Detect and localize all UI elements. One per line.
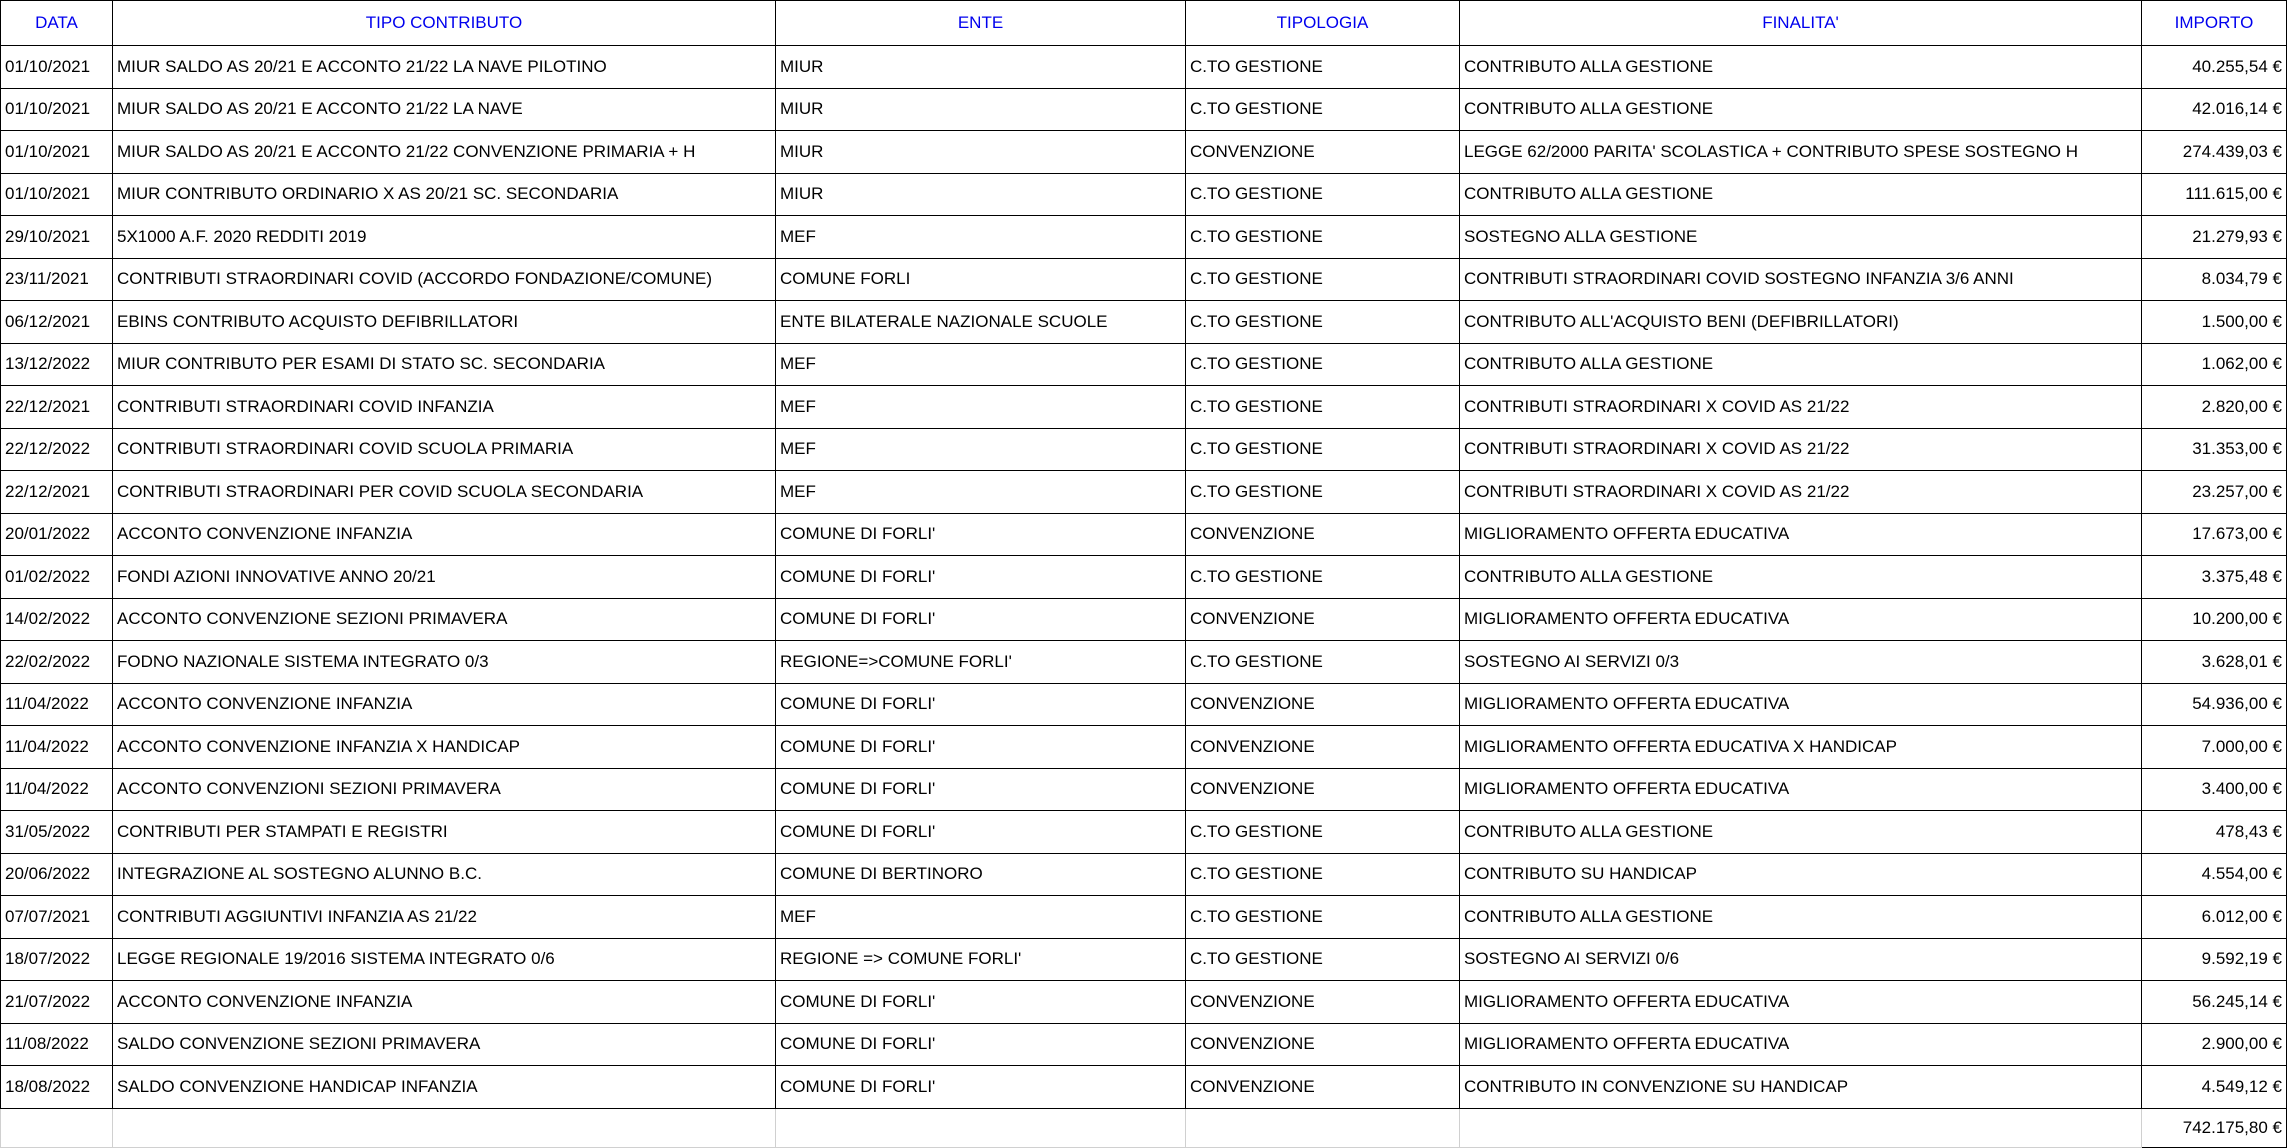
cell-tipologia[interactable]: C.TO GESTIONE bbox=[1186, 343, 1460, 386]
table-row bbox=[1, 88, 2287, 131]
cell-importo[interactable]: 6.012,00 € bbox=[2142, 896, 2287, 939]
table-row bbox=[1, 173, 2287, 216]
table-row bbox=[1, 301, 2287, 344]
cell-importo[interactable]: 8.034,79 € bbox=[2142, 258, 2287, 301]
cell-tipo-contributo[interactable]: INTEGRAZIONE AL SOSTEGNO ALUNNO B.C. bbox=[113, 853, 776, 896]
table-row bbox=[1, 641, 2287, 684]
cell-tipologia[interactable]: CONVENZIONE bbox=[1186, 726, 1460, 769]
cell-tipo-contributo[interactable]: CONTRIBUTI STRAORDINARI COVID INFANZIA bbox=[113, 386, 776, 429]
total-empty-cell[interactable] bbox=[1460, 1108, 2142, 1147]
cell-importo[interactable]: 23.257,00 € bbox=[2142, 471, 2287, 514]
cell-ente[interactable]: COMUNE DI FORLI' bbox=[776, 981, 1186, 1024]
cell-tipo-contributo[interactable]: MIUR SALDO AS 20/21 E ACCONTO 21/22 CONVENZIONE PRIMARIA + H bbox=[113, 131, 776, 174]
cell-tipo-contributo[interactable]: ACCONTO CONVENZIONE INFANZIA bbox=[113, 683, 776, 726]
cell-finalita[interactable]: SOSTEGNO AI SERVIZI 0/6 bbox=[1460, 938, 2142, 981]
cell-data[interactable]: 06/12/2021 bbox=[1, 301, 113, 344]
header-finalita[interactable]: FINALITA' bbox=[1460, 1, 2142, 46]
cell-ente[interactable]: COMUNE DI FORLI' bbox=[776, 811, 1186, 854]
cell-importo[interactable]: 478,43 € bbox=[2142, 811, 2287, 854]
cell-ente[interactable]: MEF bbox=[776, 471, 1186, 514]
cell-data[interactable]: 20/06/2022 bbox=[1, 853, 113, 896]
cell-data[interactable]: 11/08/2022 bbox=[1, 1023, 113, 1066]
cell-tipologia[interactable]: CONVENZIONE bbox=[1186, 131, 1460, 174]
cell-tipo-contributo[interactable]: CONTRIBUTI STRAORDINARI COVID SCUOLA PRIMARIA bbox=[113, 428, 776, 471]
cell-tipologia[interactable]: C.TO GESTIONE bbox=[1186, 258, 1460, 301]
cell-data[interactable]: 18/07/2022 bbox=[1, 938, 113, 981]
cell-importo[interactable]: 2.820,00 € bbox=[2142, 386, 2287, 429]
cell-ente[interactable]: COMUNE DI FORLI' bbox=[776, 1066, 1186, 1109]
total-amount[interactable]: 742.175,80 € bbox=[2142, 1108, 2287, 1147]
cell-tipo-contributo[interactable]: MIUR SALDO AS 20/21 E ACCONTO 21/22 LA NAVE PILOTINO bbox=[113, 46, 776, 89]
cell-finalita[interactable]: CONTRIBUTI STRAORDINARI X COVID AS 21/22 bbox=[1460, 471, 2142, 514]
cell-tipologia[interactable]: C.TO GESTIONE bbox=[1186, 853, 1460, 896]
table-row bbox=[1, 258, 2287, 301]
table-row bbox=[1, 981, 2287, 1024]
cell-ente[interactable]: COMUNE DI FORLI' bbox=[776, 726, 1186, 769]
cell-ente[interactable]: REGIONE => COMUNE FORLI' bbox=[776, 938, 1186, 981]
cell-finalita[interactable]: MIGLIORAMENTO OFFERTA EDUCATIVA bbox=[1460, 768, 2142, 811]
header-ente[interactable]: ENTE bbox=[776, 1, 1186, 46]
header-importo[interactable]: IMPORTO bbox=[2142, 1, 2287, 46]
header-row bbox=[1, 1, 2287, 46]
cell-data[interactable]: 22/02/2022 bbox=[1, 641, 113, 684]
table-row bbox=[1, 46, 2287, 89]
cell-data[interactable]: 22/12/2021 bbox=[1, 386, 113, 429]
table-row bbox=[1, 598, 2287, 641]
cell-finalita[interactable]: SOSTEGNO AI SERVIZI 0/3 bbox=[1460, 641, 2142, 684]
cell-data[interactable]: 18/08/2022 bbox=[1, 1066, 113, 1109]
cell-tipo-contributo[interactable]: CONTRIBUTI STRAORDINARI COVID (ACCORDO FONDAZIONE/COMUNE) bbox=[113, 258, 776, 301]
cell-data[interactable]: 01/10/2021 bbox=[1, 131, 113, 174]
cell-tipologia[interactable]: C.TO GESTIONE bbox=[1186, 46, 1460, 89]
table-row bbox=[1, 471, 2287, 514]
table-row bbox=[1, 386, 2287, 429]
table-row bbox=[1, 1023, 2287, 1066]
cell-data[interactable]: 11/04/2022 bbox=[1, 683, 113, 726]
cell-tipo-contributo[interactable]: ACCONTO CONVENZIONE INFANZIA X HANDICAP bbox=[113, 726, 776, 769]
cell-finalita[interactable]: CONTRIBUTO ALLA GESTIONE bbox=[1460, 88, 2142, 131]
cell-tipologia[interactable]: C.TO GESTIONE bbox=[1186, 811, 1460, 854]
cell-tipo-contributo[interactable]: ACCONTO CONVENZIONI SEZIONI PRIMAVERA bbox=[113, 768, 776, 811]
cell-ente[interactable]: MEF bbox=[776, 216, 1186, 259]
table-row bbox=[1, 131, 2287, 174]
header-tipo-contributo[interactable]: TIPO CONTRIBUTO bbox=[113, 1, 776, 46]
cell-tipologia[interactable]: C.TO GESTIONE bbox=[1186, 938, 1460, 981]
cell-tipo-contributo[interactable]: ACCONTO CONVENZIONE INFANZIA bbox=[113, 513, 776, 556]
cell-tipologia[interactable]: CONVENZIONE bbox=[1186, 683, 1460, 726]
cell-ente[interactable]: COMUNE DI FORLI' bbox=[776, 556, 1186, 599]
header-tipologia[interactable]: TIPOLOGIA bbox=[1186, 1, 1460, 46]
cell-importo[interactable]: 274.439,03 € bbox=[2142, 131, 2287, 174]
cell-tipologia[interactable]: C.TO GESTIONE bbox=[1186, 386, 1460, 429]
cell-finalita[interactable]: CONTRIBUTI STRAORDINARI X COVID AS 21/22 bbox=[1460, 428, 2142, 471]
cell-tipo-contributo[interactable]: ACCONTO CONVENZIONE SEZIONI PRIMAVERA bbox=[113, 598, 776, 641]
cell-data[interactable]: 31/05/2022 bbox=[1, 811, 113, 854]
cell-finalita[interactable]: CONTRIBUTO IN CONVENZIONE SU HANDICAP bbox=[1460, 1066, 2142, 1109]
cell-ente[interactable]: REGIONE=>COMUNE FORLI' bbox=[776, 641, 1186, 684]
cell-tipo-contributo[interactable]: FODNO NAZIONALE SISTEMA INTEGRATO 0/3 bbox=[113, 641, 776, 684]
cell-ente[interactable]: COMUNE DI FORLI' bbox=[776, 1023, 1186, 1066]
cell-importo[interactable]: 1.500,00 € bbox=[2142, 301, 2287, 344]
cell-tipologia[interactable]: C.TO GESTIONE bbox=[1186, 428, 1460, 471]
cell-importo[interactable]: 54.936,00 € bbox=[2142, 683, 2287, 726]
table-row bbox=[1, 853, 2287, 896]
cell-data[interactable]: 13/12/2022 bbox=[1, 343, 113, 386]
cell-data[interactable]: 14/02/2022 bbox=[1, 598, 113, 641]
cell-importo[interactable]: 4.549,12 € bbox=[2142, 1066, 2287, 1109]
cell-tipologia[interactable]: CONVENZIONE bbox=[1186, 1066, 1460, 1109]
cell-tipo-contributo[interactable]: SALDO CONVENZIONE HANDICAP INFANZIA bbox=[113, 1066, 776, 1109]
table-row bbox=[1, 428, 2287, 471]
header-data[interactable]: DATA bbox=[1, 1, 113, 46]
cell-importo[interactable]: 21.279,93 € bbox=[2142, 216, 2287, 259]
cell-finalita[interactable]: MIGLIORAMENTO OFFERTA EDUCATIVA bbox=[1460, 513, 2142, 556]
cell-data[interactable]: 23/11/2021 bbox=[1, 258, 113, 301]
cell-data[interactable]: 01/10/2021 bbox=[1, 46, 113, 89]
cell-importo[interactable]: 42.016,14 € bbox=[2142, 88, 2287, 131]
cell-finalita[interactable]: MIGLIORAMENTO OFFERTA EDUCATIVA X HANDICAP bbox=[1460, 726, 2142, 769]
cell-data[interactable]: 11/04/2022 bbox=[1, 726, 113, 769]
cell-data[interactable]: 01/10/2021 bbox=[1, 173, 113, 216]
cell-ente[interactable]: MIUR bbox=[776, 88, 1186, 131]
cell-finalita[interactable]: CONTRIBUTO SU HANDICAP bbox=[1460, 853, 2142, 896]
cell-tipo-contributo[interactable]: ACCONTO CONVENZIONE INFANZIA bbox=[113, 981, 776, 1024]
cell-ente[interactable]: COMUNE FORLI bbox=[776, 258, 1186, 301]
cell-tipo-contributo[interactable]: CONTRIBUTI PER STAMPATI E REGISTRI bbox=[113, 811, 776, 854]
cell-importo[interactable]: 31.353,00 € bbox=[2142, 428, 2287, 471]
cell-importo[interactable]: 3.375,48 € bbox=[2142, 556, 2287, 599]
cell-ente[interactable]: COMUNE DI FORLI' bbox=[776, 513, 1186, 556]
cell-tipologia[interactable]: C.TO GESTIONE bbox=[1186, 641, 1460, 684]
cell-tipologia[interactable]: C.TO GESTIONE bbox=[1186, 88, 1460, 131]
cell-finalita[interactable]: CONTRIBUTO ALL'ACQUISTO BENI (DEFIBRILLATORI) bbox=[1460, 301, 2142, 344]
cell-tipologia[interactable]: C.TO GESTIONE bbox=[1186, 896, 1460, 939]
table-row bbox=[1, 216, 2287, 259]
cell-tipologia[interactable]: CONVENZIONE bbox=[1186, 1023, 1460, 1066]
cell-tipologia[interactable]: C.TO GESTIONE bbox=[1186, 173, 1460, 216]
cell-data[interactable]: 01/02/2022 bbox=[1, 556, 113, 599]
cell-importo[interactable]: 2.900,00 € bbox=[2142, 1023, 2287, 1066]
cell-tipo-contributo[interactable]: LEGGE REGIONALE 19/2016 SISTEMA INTEGRATO 0/6 bbox=[113, 938, 776, 981]
cell-ente[interactable]: MEF bbox=[776, 896, 1186, 939]
total-empty-cell[interactable] bbox=[776, 1108, 1186, 1147]
table-row bbox=[1, 938, 2287, 981]
cell-finalita[interactable]: SOSTEGNO ALLA GESTIONE bbox=[1460, 216, 2142, 259]
cell-tipologia[interactable]: C.TO GESTIONE bbox=[1186, 301, 1460, 344]
cell-ente[interactable]: MIUR bbox=[776, 173, 1186, 216]
cell-finalita[interactable]: CONTRIBUTI STRAORDINARI COVID SOSTEGNO INFANZIA 3/6 ANNI bbox=[1460, 258, 2142, 301]
cell-tipo-contributo[interactable]: CONTRIBUTI AGGIUNTIVI INFANZIA AS 21/22 bbox=[113, 896, 776, 939]
cell-finalita[interactable]: CONTRIBUTO ALLA GESTIONE bbox=[1460, 46, 2142, 89]
cell-data[interactable]: 22/12/2021 bbox=[1, 471, 113, 514]
cell-ente[interactable]: COMUNE DI FORLI' bbox=[776, 683, 1186, 726]
cell-tipologia[interactable]: CONVENZIONE bbox=[1186, 513, 1460, 556]
cell-tipo-contributo[interactable]: FONDI AZIONI INNOVATIVE ANNO 20/21 bbox=[113, 556, 776, 599]
total-empty-cell[interactable] bbox=[1, 1108, 113, 1147]
cell-finalita[interactable]: CONTRIBUTO ALLA GESTIONE bbox=[1460, 556, 2142, 599]
cell-tipo-contributo[interactable]: MIUR CONTRIBUTO PER ESAMI DI STATO SC. SECONDARIA bbox=[113, 343, 776, 386]
cell-importo[interactable]: 9.592,19 € bbox=[2142, 938, 2287, 981]
cell-data[interactable]: 29/10/2021 bbox=[1, 216, 113, 259]
cell-ente[interactable]: ENTE BILATERALE NAZIONALE SCUOLE bbox=[776, 301, 1186, 344]
cell-tipo-contributo[interactable]: 5X1000 A.F. 2020 REDDITI 2019 bbox=[113, 216, 776, 259]
cell-data[interactable]: 11/04/2022 bbox=[1, 768, 113, 811]
cell-finalita[interactable]: MIGLIORAMENTO OFFERTA EDUCATIVA bbox=[1460, 598, 2142, 641]
cell-importo[interactable]: 111.615,00 € bbox=[2142, 173, 2287, 216]
cell-ente[interactable]: MEF bbox=[776, 428, 1186, 471]
cell-finalita[interactable]: MIGLIORAMENTO OFFERTA EDUCATIVA bbox=[1460, 683, 2142, 726]
table-row bbox=[1, 768, 2287, 811]
total-empty-cell[interactable] bbox=[1186, 1108, 1460, 1147]
cell-ente[interactable]: MEF bbox=[776, 386, 1186, 429]
cell-tipo-contributo[interactable]: EBINS CONTRIBUTO ACQUISTO DEFIBRILLATORI bbox=[113, 301, 776, 344]
cell-importo[interactable]: 7.000,00 € bbox=[2142, 726, 2287, 769]
cell-tipologia[interactable]: CONVENZIONE bbox=[1186, 598, 1460, 641]
cell-ente[interactable]: MIUR bbox=[776, 46, 1186, 89]
table-row bbox=[1, 343, 2287, 386]
cell-tipologia[interactable]: CONVENZIONE bbox=[1186, 981, 1460, 1024]
cell-ente[interactable]: COMUNE DI FORLI' bbox=[776, 598, 1186, 641]
cell-tipologia[interactable]: C.TO GESTIONE bbox=[1186, 471, 1460, 514]
table-row bbox=[1, 683, 2287, 726]
cell-tipologia[interactable]: C.TO GESTIONE bbox=[1186, 216, 1460, 259]
cell-importo[interactable]: 3.628,01 € bbox=[2142, 641, 2287, 684]
cell-finalita[interactable]: MIGLIORAMENTO OFFERTA EDUCATIVA bbox=[1460, 1023, 2142, 1066]
cell-importo[interactable]: 3.400,00 € bbox=[2142, 768, 2287, 811]
cell-finalita[interactable]: CONTRIBUTI STRAORDINARI X COVID AS 21/22 bbox=[1460, 386, 2142, 429]
table-row bbox=[1, 1066, 2287, 1109]
cell-ente[interactable]: MIUR bbox=[776, 131, 1186, 174]
cell-importo[interactable]: 56.245,14 € bbox=[2142, 981, 2287, 1024]
cell-importo[interactable]: 40.255,54 € bbox=[2142, 46, 2287, 89]
cell-importo[interactable]: 1.062,00 € bbox=[2142, 343, 2287, 386]
cell-tipologia[interactable]: C.TO GESTIONE bbox=[1186, 556, 1460, 599]
table-row bbox=[1, 726, 2287, 769]
cell-data[interactable]: 22/12/2022 bbox=[1, 428, 113, 471]
cell-tipo-contributo[interactable]: CONTRIBUTI STRAORDINARI PER COVID SCUOLA SECONDARIA bbox=[113, 471, 776, 514]
cell-tipo-contributo[interactable]: SALDO CONVENZIONE SEZIONI PRIMAVERA bbox=[113, 1023, 776, 1066]
cell-ente[interactable]: MEF bbox=[776, 343, 1186, 386]
cell-data[interactable]: 01/10/2021 bbox=[1, 88, 113, 131]
cell-importo[interactable]: 17.673,00 € bbox=[2142, 513, 2287, 556]
total-row bbox=[1, 1108, 2287, 1147]
cell-importo[interactable]: 10.200,00 € bbox=[2142, 598, 2287, 641]
cell-finalita[interactable]: CONTRIBUTO ALLA GESTIONE bbox=[1460, 896, 2142, 939]
cell-finalita[interactable]: MIGLIORAMENTO OFFERTA EDUCATIVA bbox=[1460, 981, 2142, 1024]
cell-finalita[interactable]: LEGGE 62/2000 PARITA' SCOLASTICA + CONTRIBUTO SPESE SOSTEGNO H bbox=[1460, 131, 2142, 174]
cell-finalita[interactable]: CONTRIBUTO ALLA GESTIONE bbox=[1460, 811, 2142, 854]
total-empty-cell[interactable] bbox=[113, 1108, 776, 1147]
cell-importo[interactable]: 4.554,00 € bbox=[2142, 853, 2287, 896]
cell-finalita[interactable]: CONTRIBUTO ALLA GESTIONE bbox=[1460, 173, 2142, 216]
table-row bbox=[1, 811, 2287, 854]
cell-tipo-contributo[interactable]: MIUR CONTRIBUTO ORDINARIO X AS 20/21 SC. SECONDARIA bbox=[113, 173, 776, 216]
table-row bbox=[1, 513, 2287, 556]
cell-data[interactable]: 21/07/2022 bbox=[1, 981, 113, 1024]
cell-tipologia[interactable]: CONVENZIONE bbox=[1186, 768, 1460, 811]
cell-data[interactable]: 20/01/2022 bbox=[1, 513, 113, 556]
cell-ente[interactable]: COMUNE DI BERTINORO bbox=[776, 853, 1186, 896]
cell-data[interactable]: 07/07/2021 bbox=[1, 896, 113, 939]
cell-finalita[interactable]: CONTRIBUTO ALLA GESTIONE bbox=[1460, 343, 2142, 386]
cell-ente[interactable]: COMUNE DI FORLI' bbox=[776, 768, 1186, 811]
cell-tipo-contributo[interactable]: MIUR SALDO AS 20/21 E ACCONTO 21/22 LA NAVE bbox=[113, 88, 776, 131]
table-row bbox=[1, 556, 2287, 599]
table-row bbox=[1, 896, 2287, 939]
